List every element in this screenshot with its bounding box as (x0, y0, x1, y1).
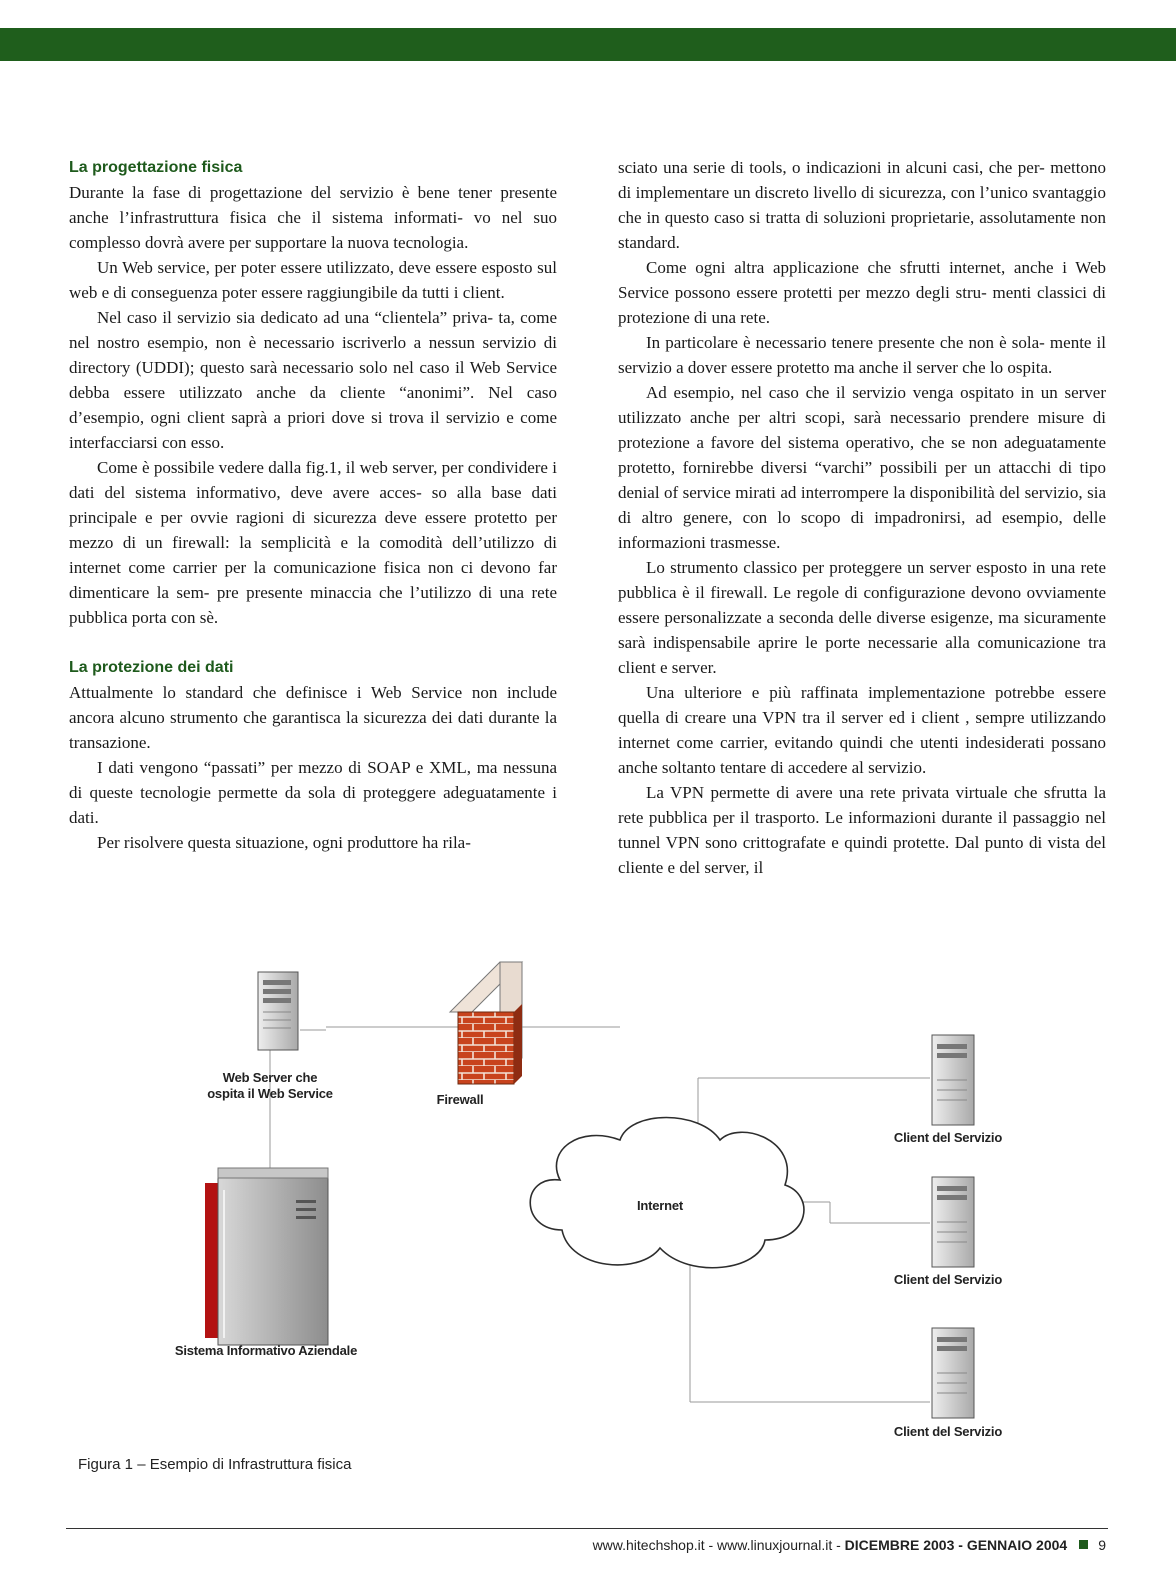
client-server-icon (932, 1177, 974, 1267)
infrastructure-diagram (0, 940, 1176, 1460)
web-server-label: Web Server che ospita il Web Service (207, 1070, 333, 1101)
firewall-icon (450, 962, 522, 1084)
paragraph: La VPN permette di avere una rete privata virtuale che sfrutta la rete pubblica per il trasporto. Le informazioni durante il passaggio nel tunnel VPN sono crittografate e quindi protette. Dal punto di vista del cliente e del server, il (618, 783, 1106, 877)
paragraph: Come ogni altra applicazione che sfrutti internet, anche i Web Service possono essere protetti per mezzo degli stru- menti classici di protezione di una rete. (618, 258, 1106, 327)
paragraph: Durante la fase di progettazione del servizio è bene tener presente anche l’infrastruttura fisica che il sistema informati- vo nel suo complesso dovrà avere per supportare la nuova tecnologia. (69, 183, 557, 252)
footer-sites: www.hitechshop.it - www.linuxjournal.it - (592, 1537, 845, 1553)
paragraph: Lo strumento classico per proteggere un server esposto in una rete pubblica è il firewall. Le regole di configurazione devono ovviamente essere personalizzate a seconda delle diverse esigenze, ma sicuramente sarà indispensabile aprire le porte necessarie alla comunicazione tra client e server. (618, 558, 1106, 677)
section-heading-physical-design: La progettazione fisica (69, 159, 243, 176)
paragraph: I dati vengono “passati” per mezzo di SOAP e XML, ma nessuna di queste tecnologie permette da sola di proteggere adeguatamente i dati. (69, 758, 557, 827)
mainframe-icon (205, 1168, 328, 1345)
footer-rule (66, 1528, 1108, 1529)
diagram-canvas (0, 940, 1176, 1460)
firewall-label: Firewall (436, 1092, 484, 1107)
figure-caption: Figura 1 – Esempio di Infrastruttura fisica (78, 1456, 352, 1473)
paragraph: Un Web service, per poter essere utilizzato, deve essere esposto sul web e di conseguenza poter essere raggiungibile da tutti i client. (69, 258, 557, 302)
mainframe-label: Sistema Informativo Aziendale (174, 1343, 358, 1358)
internet-label: Internet (636, 1198, 684, 1213)
page-footer (593, 1537, 1106, 1553)
paragraph: Nel caso il servizio sia dedicato ad una “clientela” priva- ta, come nel nostro esempio, non è necessario iscriverlo a nessun servizio di directory (UDDI); questo sarà necessario solo nel caso il Web Service debba essere utilizzato anche da cliente “anonimi”. Nel caso d’esempio, ogni client saprà a priori dove si trova il servizio e come interfacciarsi con esso. (69, 308, 557, 452)
web-server-icon (258, 972, 298, 1050)
paragraph: Attualmente lo standard che definisce i Web Service non include ancora alcuno strumento che garantisca la sicurezza dei dati durante la transazione. (69, 683, 557, 752)
client-label: Client del Servizio (893, 1424, 1003, 1439)
section-heading-data-protection: La protezione dei dati (69, 659, 234, 676)
paragraph: In particolare è necessario tenere presente che non è sola- mente il servizio a dover essere protetto ma anche il server che lo ospita. (618, 333, 1106, 377)
paragraph: Una ulteriore e più raffinata implementazione potrebbe essere quella di creare una VPN tra il server ed i client , sempre utilizzando internet come carrier, evitando quindi che utenti indesiderati possano anche soltanto tentare di accedere al servizio. (618, 683, 1106, 777)
paragraph: Come è possibile vedere dalla fig.1, il web server, per condividere i dati del sistema informativo, deve avere acces- so alla base dati principale e per ovvie ragioni di sicurezza deve essere protetto per mezzo di un firewall: la semplicità e la comodità dell’utilizzo di internet come carrier per la comunicazione fisica non ci devono far dimenticare la sem- pre presente minaccia che l’utilizzo di una rete pubblica porta con sè. (69, 458, 557, 627)
page-number: 9 (1098, 1537, 1106, 1553)
client-server-icon (932, 1328, 974, 1418)
paragraph: sciato una serie di tools, o indicazioni in alcuni casi, che per- mettono di implementare un discreto livello di sicurezza, con l’unico svantaggio che in questo caso si tratta di soluzioni proprietarie, assolutamente non standard. (618, 158, 1106, 252)
left-column (69, 155, 557, 855)
right-column (618, 155, 1106, 880)
client-label: Client del Servizio (893, 1272, 1003, 1287)
footer-issue: DICEMBRE 2003 - GENNAIO 2004 (844, 1537, 1068, 1553)
paragraph: Per risolvere questa situazione, ogni produttore ha rila- (97, 833, 471, 852)
client-server-icon (932, 1035, 974, 1125)
internet-cloud-icon (530, 1118, 804, 1268)
client-label: Client del Servizio (893, 1130, 1003, 1145)
top-color-bar (0, 28, 1176, 61)
footer-square-icon (1079, 1540, 1088, 1549)
paragraph: Ad esempio, nel caso che il servizio venga ospitato in un server utilizzato anche per altri scopi, sarà necessario prendere misure di protezione a favore del sistema operativo, che se non adeguatamente protetto, fornirebbe diversi “varchi” possibili per un attacchi di tipo denial of service mirati ad interrompere la disponibilità del servizio, sia di altro genere, con lo scopo di impadronirsi, ad esempio, delle informazioni trasmesse. (618, 383, 1106, 552)
